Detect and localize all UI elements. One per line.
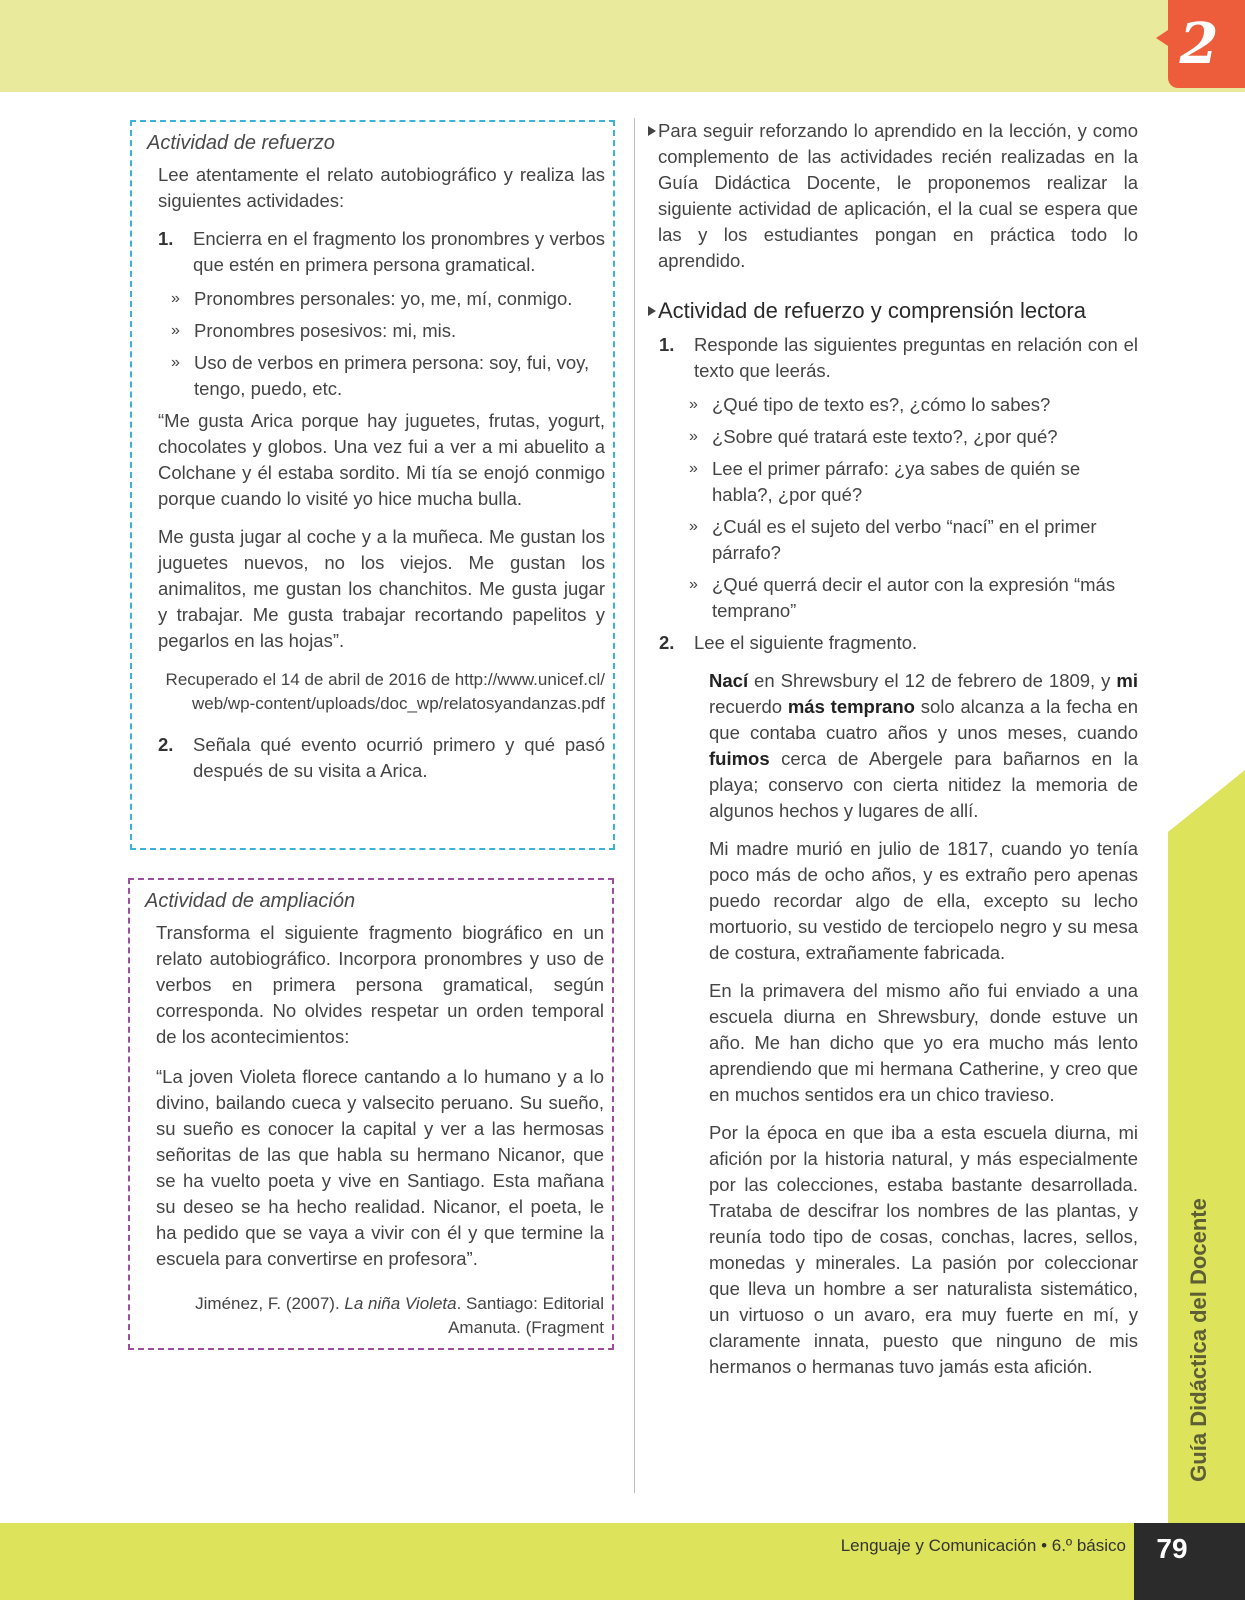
item-number: 2. (158, 734, 174, 755)
bullet-text: Uso de verbos en primera persona: soy, fui, voy, tengo, puedo, etc. (194, 352, 590, 399)
source-author: Jiménez, F. (2007). (195, 1294, 345, 1313)
highlighted-word: Nací (709, 670, 749, 691)
activity-heading: Actividad de refuerzo y comprensión lectora (658, 298, 1086, 323)
item-text: Encierra en el fragmento los pronombres y verbos que estén en primera persona gramatical. (193, 228, 605, 275)
right-column (658, 118, 1138, 1380)
triangle-bullet-icon (648, 306, 656, 316)
refuerzo-box (130, 120, 615, 850)
list-item (158, 286, 605, 312)
side-label-text: Guía Didáctica del Docente (1186, 1198, 1211, 1482)
bullet-glyph: » (689, 460, 698, 477)
fragment-text: en Shrewsbury el 12 de febrero de 1809, y (748, 670, 1117, 691)
header-band (0, 0, 1245, 92)
darwin-fragment (658, 668, 1138, 1380)
bullet-text: Lee el primer párrafo: ¿ya sabes de quién se habla?, ¿por qué? (712, 458, 1081, 505)
bullet-glyph: » (689, 396, 698, 413)
fragment-text: recuerdo (709, 696, 788, 717)
highlighted-word: más temprano (787, 696, 915, 717)
column-divider (634, 118, 635, 1493)
source-title: La niña Violeta (344, 1294, 457, 1313)
item-number: 1. (158, 228, 174, 249)
right-item-1 (659, 332, 1138, 384)
right-intro: Para seguir reforzando lo aprendido en la lección, y como complemento de las actividades recién realizadas en la Guía Didáctica Docente, le proponemos realizar la siguiente actividad de aplicación, el la cual se espera que las y los estudiantes pongan en práctica todo lo aprendido. (658, 120, 1138, 271)
bullet-text: ¿Sobre qué tratará este texto?, ¿por qué? (712, 426, 1058, 447)
bullet-text: ¿Cuál es el sujeto del verbo “nací” en el primer párrafo? (712, 516, 1097, 563)
refuerzo-item-2 (158, 732, 605, 784)
bullet-text: ¿Qué tipo de texto es?, ¿cómo lo sabes? (712, 394, 1051, 415)
triangle-bullet-icon (648, 126, 656, 136)
footer-subject: Lenguaje y Comunicación • 6.º básico (840, 1536, 1126, 1555)
bullet-glyph: » (171, 322, 180, 339)
list-item (659, 392, 1138, 418)
bullet-text: ¿Qué querrá decir el autor con la expresión “más temprano” (712, 574, 1116, 621)
fragment-paragraph-3: En la primavera del mismo año fui enviado a una escuela diurna en Shrewsbury, donde estuve un año. Me han dicho que yo era mucho más lento aprendiendo que mi hermana Catherine, y creo que en muchos sentidos era un chico travieso. (709, 980, 1138, 1105)
ampliacion-quote: “La joven Violeta florece cantando a lo humano y a lo divino, bailando cueca y valsecito peruano. Su sueño, su sueño es conocer la capital y ver a las hermosas señoritas de las que habla su hermano Nicanor, que se ha vuelto poeta y vive en Santiago. Esta mañana su deseo se ha hecho realidad. Nicanor, el poeta, le ha pedido que se vaya a vivir con él y que termine la escuela para convertirse en profesora”. (156, 1066, 604, 1269)
unit-tab (1168, 0, 1245, 88)
right-intro-block (658, 118, 1138, 274)
activity-heading-block (658, 296, 1138, 326)
bullet-glyph: » (171, 290, 180, 307)
unit-number: 2 (1179, 11, 1219, 77)
fragment-paragraph-2: Mi madre murió en julio de 1817, cuando yo tenía poco más de ocho años, y es extraño pero apenas puedo recordar algo de ella, excepto su lecho mortuorio, su vestido de terciopelo negro y su mesa de costura, extrañamente fabricada. (709, 838, 1138, 963)
highlighted-word: mi (1116, 670, 1138, 691)
item-text: Responde las siguientes preguntas en relación con el texto que leerás. (694, 334, 1138, 381)
refuerzo-quote-1: “Me gusta Arica porque hay juguetes, frutas, yogurt, chocolates y globos. Una vez fui a ver a mi abuelito a Colchane y él estaba sordito. Mi tía se enojó conmigo porque cuando lo visité yo hice mucha bulla. (158, 410, 605, 509)
bullet-glyph: » (689, 518, 698, 535)
refuerzo-bullet-list (158, 286, 605, 402)
bullet-glyph: » (689, 576, 698, 593)
item-number: 2. (659, 632, 675, 653)
item-text: Señala qué evento ocurrió primero y qué pasó después de su visita a Arica. (193, 734, 605, 781)
list-item (158, 318, 605, 344)
refuerzo-quote-2: Me gusta jugar al coche y a la muñeca. Me gustan los juguetes nuevos, no los viejos. Me gustan los animalitos, me gustan los chanchitos. Me gusta jugar y trabajar. Me gusta trabajar recortando papelitos y pegarlos en las hojas”. (158, 526, 605, 651)
right-item-2 (659, 630, 1138, 656)
bullet-text: Pronombres personales: yo, me, mí, conmigo. (194, 288, 573, 309)
ampliacion-box (128, 878, 614, 1350)
item-text: Lee el siguiente fragmento. (694, 632, 918, 653)
ampliacion-source (156, 1292, 604, 1340)
fragment-text: cerca de Abergele para bañarnos en la playa; conservo con cierta nitidez la memoria de algunos hechos y lugares de allí. (709, 748, 1138, 821)
list-item (659, 456, 1138, 508)
page-number: 79 (1156, 1533, 1188, 1564)
list-item (659, 424, 1138, 450)
refuerzo-item-1 (158, 226, 605, 278)
list-item (659, 514, 1138, 566)
ampliacion-intro: Transforma el siguiente fragmento biográfico en un relato autobiográfico. Incorpora pronombres y uso de verbos en primera persona gramatical, según corresponda. No olvides respetar un orden temporal de los acontecimientos: (156, 922, 604, 1047)
fragment-paragraph-1 (709, 668, 1138, 824)
side-label (1168, 1180, 1230, 1500)
right-bullet-list (659, 392, 1138, 624)
item-number: 1. (659, 334, 675, 355)
refuerzo-title: Actividad de refuerzo (147, 132, 335, 154)
footer-band (0, 1523, 1245, 1600)
bullet-text: Pronombres posesivos: mi, mis. (194, 320, 457, 341)
list-item (659, 572, 1138, 624)
bullet-glyph: » (689, 428, 698, 445)
refuerzo-intro: Lee atentamente el relato autobiográfico y realiza las siguientes actividades: (158, 164, 605, 211)
page-number-box (1134, 1523, 1245, 1600)
ampliacion-title: Actividad de ampliación (145, 890, 356, 912)
fragment-paragraph-4: Por la época en que iba a esta escuela diurna, mi afición por la historia natural, y más especialmente por las colecciones, estaba bastante desarrollada. Trataba de descifrar los nombres de las plantas, y reunía todo tipo de cosas, conchas, lacres, sellos, monedas y minerales. La pasión por coleccionar que lleva un hombre a ser naturalista sistemático, un virtuoso o un avaro, era muy fuerte en mí, y claramente innata, puesto que ninguno de mis hermanos o hermanas tuvo jamás esta afición. (709, 1122, 1138, 1377)
source-rest: . Santiago: Editorial Amanuta. (Fragment (448, 1294, 604, 1337)
refuerzo-source: Recuperado el 14 de abril de 2016 de http://www.unicef.cl/web/wp-content/uploads/doc_wp/relatosyandanzas.pdf (165, 670, 605, 713)
bullet-glyph: » (171, 354, 180, 371)
list-item (158, 350, 605, 402)
highlighted-word: fuimos (709, 748, 770, 769)
fragment-text: solo alcanza a la fecha en que contaba cuatro años y unos meses, cuando (709, 696, 1138, 743)
